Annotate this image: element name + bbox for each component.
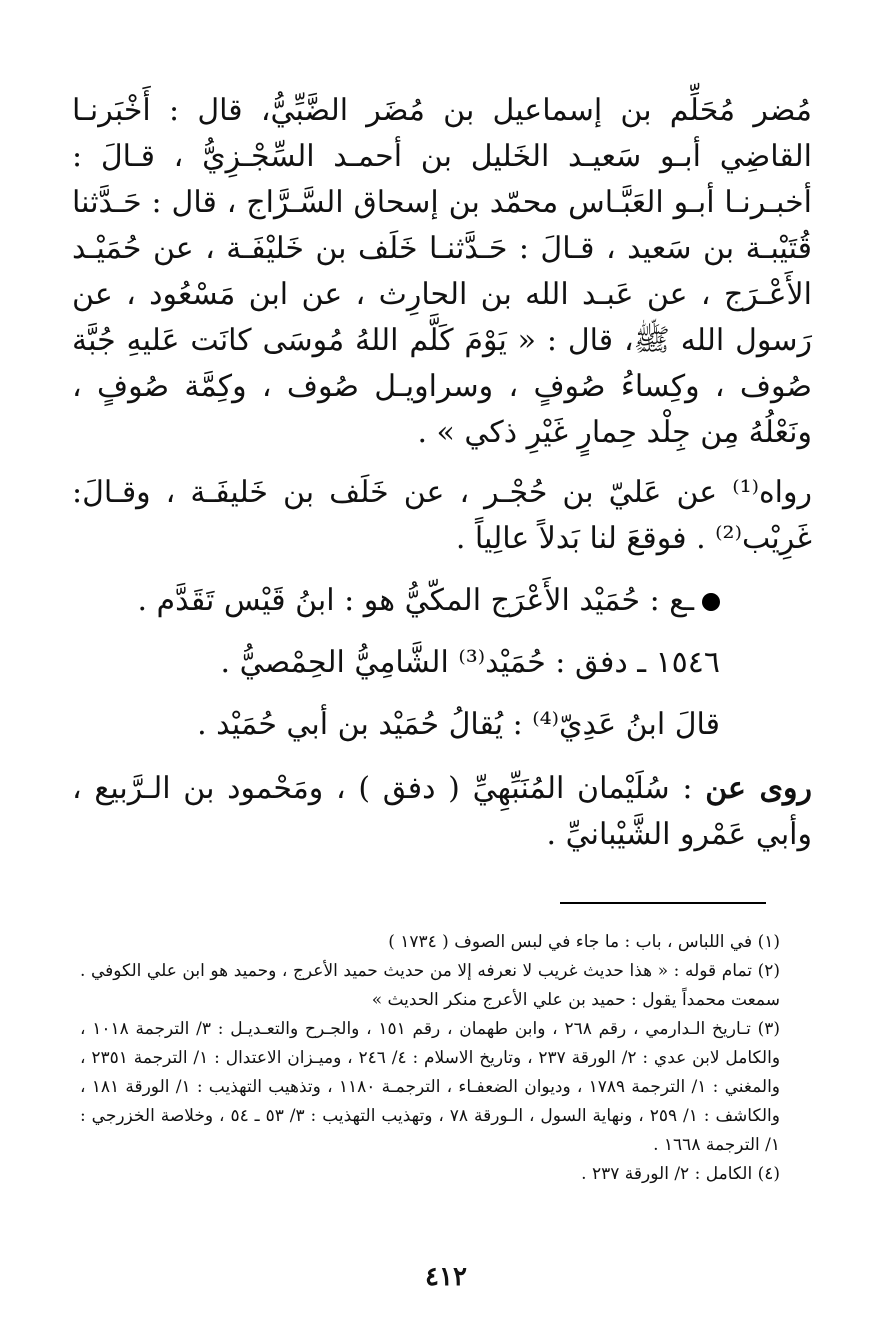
hadith-paragraph: مُضر مُحَلِّم بن إسماعيل بن مُضَر الضَّبِّيُّ، قال : أَخْبَرنـا القاضِي أبـو سَعيـد الخَليل بن أحمـد السِّجْـزِيُّ ، قـالَ : أخبـرنـا أبـو العَبَّـاس محمّد بن إسحاق السَّـرَّاج ، قال : حَـدَّثنا قُتَيْبـة بن سَعيد ، قـالَ : حَـدَّثنـا خَلَف بن خَليْفَـة ، عن حُمَيْـد الأَعْـرَج ، عن عَبـد الله بن الحارِث ، عن ابن مَسْعُود ، عن رَسول الله ﷺ، قال : « يَوْمَ كَلَّم اللهُ مُوسَى كانَت عَليهِ جُبَّة صُوف ، وكِساءُ صُوفٍ ، وسراويـل صُوف ، وكِمَّة صُوفٍ ، ونَعْلُهُ مِن جِلْد حِمارٍ غَيْرِ ذكي » . [72,93,812,450]
footnote-4: (٤) الكامل : ٢/ الورقة ٢٣٧ . [581,1164,780,1184]
footnote-divider [560,902,766,904]
entry-note: قالَ ابنُ عَدِيّ⁽⁴⁾ : يُقالُ حُمَيْد بن أبي حُمَيْد . [197,707,720,742]
narrators-lead: روى عن [705,771,813,806]
narrators-paragraph [72,766,812,858]
footnote-1: (١) في اللباس ، باب : ما جاء في لبس الصوف ( ١٧٣٤ ) [388,932,780,952]
narrators-text: : سُلَيْمان المُنَبِّهِيِّ ( دفق ) ، ومَحْمود بن الـرَّبيع ، وأبي عَمْرو الشَّيْبانيِّ . [72,771,812,852]
footnote-2: (٢) تمام قوله : « هذا حديث غريب لا نعرفه إلا من حديث حميد الأعرج ، وحميد هو ابن علي الكوفي . سمعت محمداً يقول : حميد بن علي الأعرج منكر الحديث » [80,961,780,1010]
bullet-icon [702,593,720,611]
footnotes [80,928,806,1189]
page-number: ٤١٢ [425,1262,467,1292]
main-text [72,88,812,858]
entry-heading: ١٥٤٦ ـ دفق : حُمَيْد⁽³⁾ الشَّامِيُّ الحِمْصيُّ . [220,645,720,680]
footnote-3: (٣) تـاريخ الـدارمي ، رقم ٢٦٨ ، وابن طهمان ، رقم ١٥١ ، والجـرح والتعـديـل : ٣/ الترجمة ١٠١٨ ، والكامل لابن عدي : ٢/ الورقة ٢٣٧ ، وتاريخ الاسلام : ٤/ ٢٤٦ ، وميـزان الاعتدال : ١/ الترجمة ٢٣٥١ ، والمغني : ١/ الترجمة ١٧٨٩ ، وديوان الضعفـاء ، الترجمـة ١١٨٠ ، وتذهيب التهذيب : ١/ الورقة ١٨١ ، والكاشف : ١/ ٢٥٩ ، ونهاية السول ، الـورقة ٧٨ ، وتهذيب التهذيب : ٣/ ٥٣ ـ ٥٤ ، وخلاصة الخزرجي : ١/ الترجمة ١٦٦٨ . [80,1019,781,1155]
bullet-entry-text: ـع : حُمَيْد الأَعْرَج المكّيُّ هو : ابنُ قَيْس تَقَدَّم . [137,583,694,618]
narration-paragraph: رواه⁽¹⁾ عن عَليّ بن حُجْـر ، عن خَلَف بن خَليفَـة ، وقـالَ: غَرِيْب⁽²⁾ . فوقعَ لنا بَدلاً عالِياً . [72,475,812,556]
bullet-entry [72,578,812,624]
